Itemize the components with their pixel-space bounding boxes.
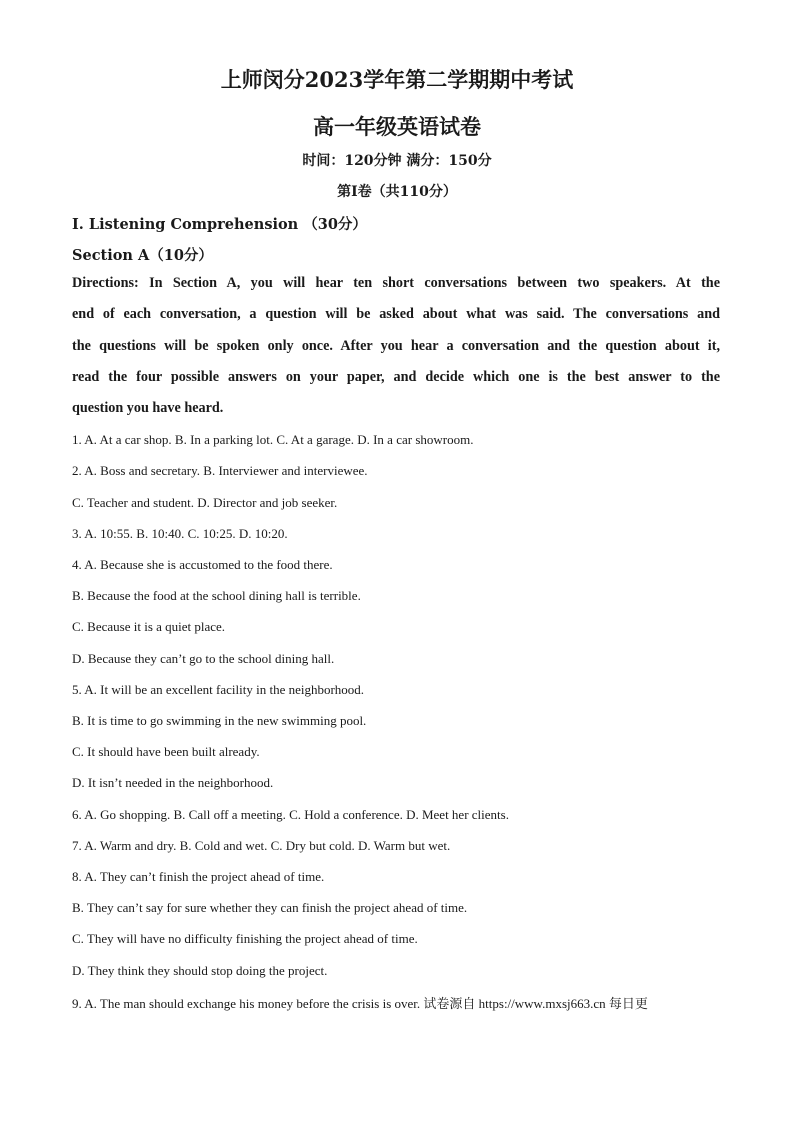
directions-line: Directions: In Section A, you will hear ten short conversations between two speakers. At the — [72, 275, 720, 291]
directions-line: end of each conversation, a question will be asked about what was said. The conversations and — [72, 306, 720, 322]
directions-line: read the four possible answers on your paper, and decide which one is the best answer to the — [72, 369, 720, 385]
question-line: D. Because they can’t go to the school dining hall. — [72, 651, 335, 666]
volume-heading: 第I卷（共110分） — [337, 184, 457, 200]
question-line: 2. A. Boss and secretary. B. Interviewer and interviewee. — [72, 463, 368, 478]
question-line: 5. A. It will be an excellent facility in the neighborhood. — [72, 682, 365, 697]
question-line: 9. A. The man should exchange his money before the crisis is over. 试卷源自 https://www.mxsj663.cn 每日更 — [72, 996, 648, 1011]
question-line: 8. A. They can’t finish the project ahead of time. — [72, 869, 325, 884]
part-heading: I. Listening Comprehension （30分） — [72, 216, 367, 233]
question-line: B. Because the food at the school dining hall is terrible. — [72, 588, 361, 603]
question-line: B. It is time to go swimming in the new swimming pool. — [72, 713, 367, 728]
question-line: 6. A. Go shopping. B. Call off a meeting. C. Hold a conference. D. Meet her clients. — [72, 807, 509, 822]
question-line: 3. A. 10:55. B. 10:40. C. 10:25. D. 10:20. — [72, 526, 288, 541]
exam-subtitle: 高一年级英语试卷 — [313, 114, 481, 139]
question-line: B. They can’t say for sure whether they can finish the project ahead of time. — [72, 900, 468, 915]
question-line: C. Because it is a quiet place. — [72, 619, 226, 634]
directions-line: the questions will be spoken only once. After you hear a conversation and the question about it, — [72, 338, 720, 354]
question-line: D. They think they should stop doing the project. — [72, 963, 328, 978]
question-line: D. It isn’t needed in the neighborhood. — [72, 775, 274, 790]
exam-title: 上师闵分2023学年第二学期期中考试 — [220, 67, 574, 92]
question-line: 1. A. At a car shop. B. In a parking lot. C. At a garage. D. In a car showroom. — [72, 432, 474, 447]
question-line: C. They will have no difficulty finishing the project ahead of time. — [72, 931, 418, 946]
section-heading: Section A（10分） — [72, 247, 213, 264]
question-line: C. It should have been built already. — [72, 744, 260, 759]
question-line: C. Teacher and student. D. Director and job seeker. — [72, 495, 338, 510]
question-line: 4. A. Because she is accustomed to the food there. — [72, 557, 333, 572]
directions-line: question you have heard. — [72, 400, 224, 416]
time-info: 时间：120分钟 满分：150分 — [302, 153, 492, 169]
question-line: 7. A. Warm and dry. B. Cold and wet. C. Dry but cold. D. Warm but wet. — [72, 838, 451, 853]
